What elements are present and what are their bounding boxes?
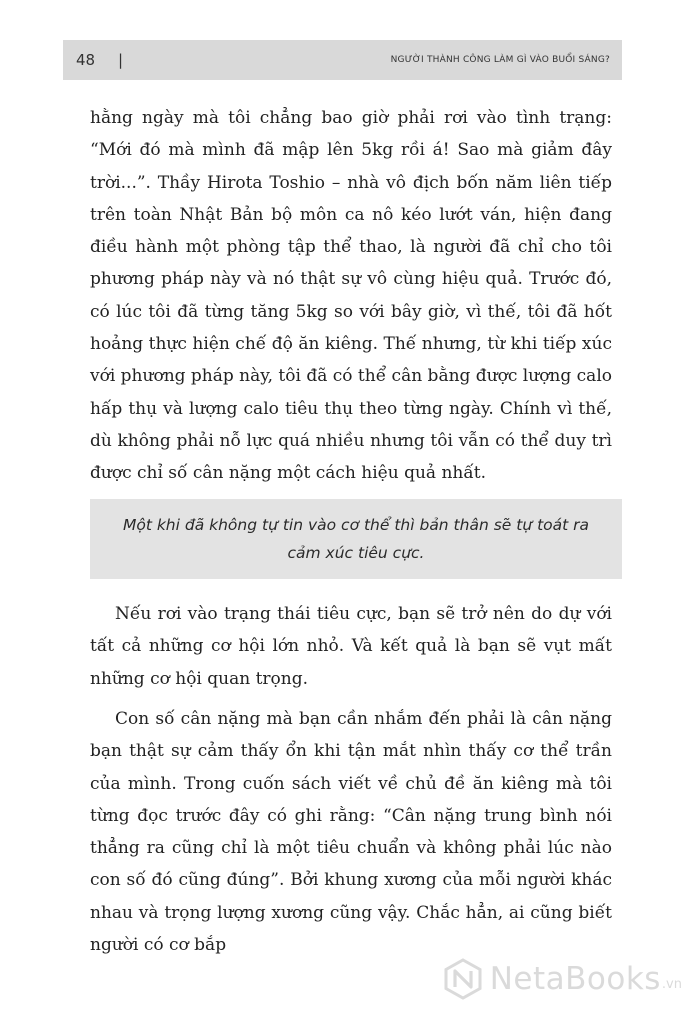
header-separator: | [118,51,124,69]
body-paragraph-1: hằng ngày mà tôi chẳng bao giờ phải rơi vào tình trạng: “Mới đó mà mình đã mập lên 5kg rồi á! Sao mà giảm đây trời...”. Thầy Hirota Toshio – nhà vô địch bốn năm liên tiếp trên toàn Nhật Bản bộ môn ca nô kéo lướt ván, hiện đang điều hành một phòng tập thể thao, là người đã chỉ cho tôi phương pháp này và nó thật sự vô cùng hiệu quả. Trước đó, có lúc tôi đã từng tăng 5kg so với bây giờ, vì thế, tôi đã hốt hoảng thực hiện chế độ ăn kiêng. Thế nhưng, từ khi tiếp xúc với phương pháp này, tôi đã có thể cân bằng được lượng calo hấp thụ và lượng calo tiêu thụ theo từng ngày. Chính vì thế, dù không phải nỗ lực quá nhiều nhưng tôi vẫn có thể duy trì được chỉ số cân nặng một cách hiệu quả nhất. [90,108,612,484]
body-paragraph-3: Con số cân nặng mà bạn cần nhắm đến phải là cân nặng bạn thật sự cảm thấy ổn khi tận mắt nhìn thấy cơ thể trần của mình. Trong cuốn sách viết về chủ đề ăn kiêng mà tôi từng đọc trước đây có ghi rằng: “Cân nặng trung bình nói thẳng ra cũng chỉ là một tiêu chuẩn và không phải lúc nào con số đó cũng đúng”. Bởi khung xương của mỗi người khác nhau và trọng lượng xương cũng vậy. Chắc hẳn, ai cũng biết người có cơ bắp [90,709,612,956]
quote-callout [90,499,622,579]
body-paragraph-2: Nếu rơi vào trạng thái tiêu cực, bạn sẽ trở nên do dự với tất cả những cơ hội lớn nhỏ. Và kết quả là bạn sẽ vụt mất những cơ hội quan trọng. [90,604,612,689]
running-header [63,40,622,80]
page-number: 48 [76,51,96,69]
watermark-brand: NetaBooks [489,961,661,997]
watermark-suffix: .vn [661,976,682,992]
running-title: NGƯỜI THÀNH CÔNG LÀM GÌ VÀO BUỔI SÁNG? [390,55,610,65]
callout-text: Một khi đã không tự tin vào cơ thể thì bản thân sẽ tự toát ra cảm xúc tiêu cực. [122,516,590,562]
watermark [442,957,682,1001]
netabooks-logo-icon [442,958,484,1000]
